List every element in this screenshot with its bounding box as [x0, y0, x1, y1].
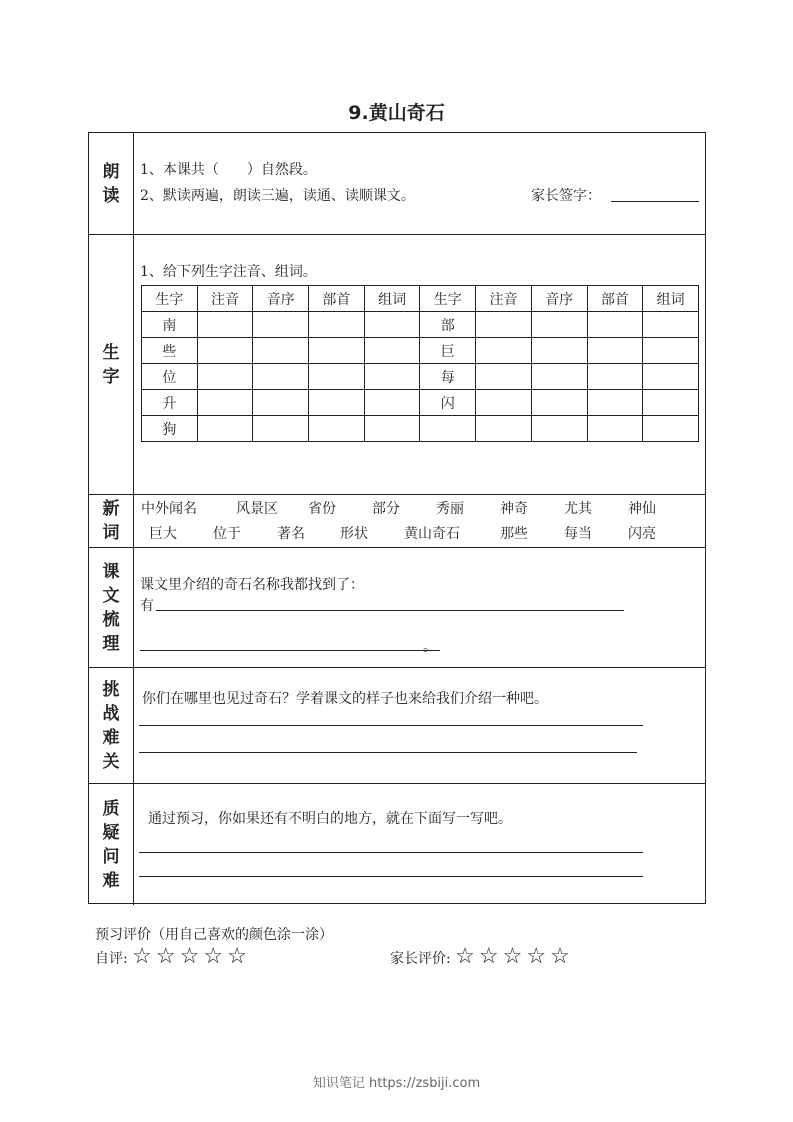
challenge-prompt: 你们在哪里也见过奇石？学着课文的样子也来给我们介绍一种吧。: [142, 691, 548, 707]
answer-cell[interactable]: [531, 364, 587, 390]
text-review-label-char: 梳: [102, 609, 120, 630]
text-review-prefix: 有: [140, 598, 154, 614]
answer-cell[interactable]: [643, 312, 699, 338]
self-evaluation-label: 自评:: [95, 951, 128, 967]
word-item: 部分: [372, 501, 400, 517]
star-icon[interactable]: ☆: [132, 944, 152, 969]
answer-cell[interactable]: [476, 364, 532, 390]
worksheet-table: [88, 132, 706, 904]
answer-cell[interactable]: [587, 364, 643, 390]
answer-cell[interactable]: [364, 338, 420, 364]
text-review-label-char: 文: [102, 585, 120, 606]
text-review-label-char: 理: [102, 633, 120, 654]
char-cell: 些: [142, 338, 198, 364]
header-cell: 生字: [142, 286, 198, 312]
answer-cell[interactable]: [253, 364, 309, 390]
questions-section: [89, 783, 705, 905]
challenge-label-char: 难: [102, 727, 120, 748]
char-cell: 狗: [142, 416, 198, 442]
answer-cell[interactable]: [643, 416, 699, 442]
answer-cell[interactable]: [197, 364, 253, 390]
answer-cell[interactable]: [309, 390, 365, 416]
answer-cell[interactable]: [364, 390, 420, 416]
word-item: 形状: [340, 526, 368, 542]
word-item: 巨大: [149, 526, 177, 542]
parent-evaluation-label: 家长评价:: [390, 951, 451, 967]
word-item: 神奇: [500, 501, 528, 517]
header-cell: 组词: [643, 286, 699, 312]
answer-line[interactable]: [156, 610, 624, 611]
answer-cell[interactable]: [643, 364, 699, 390]
new-words-label: [89, 495, 134, 547]
new-words-section: [89, 494, 705, 547]
word-item: 风景区: [236, 501, 278, 517]
star-icon[interactable]: ☆: [526, 944, 547, 969]
characters-header-row: [142, 286, 699, 312]
char-cell: 每: [420, 364, 476, 390]
challenge-label: [89, 668, 134, 783]
reading-label-char: 读: [102, 185, 120, 206]
answer-cell[interactable]: [531, 390, 587, 416]
answer-cell[interactable]: [364, 364, 420, 390]
word-item: 著名: [277, 526, 305, 542]
page-title: 9.黄山奇石: [348, 102, 445, 124]
star-icon[interactable]: ☆: [155, 944, 176, 969]
char-cell: [420, 416, 476, 442]
char-cell: 升: [142, 390, 198, 416]
text-review-section: [89, 547, 705, 667]
evaluation-heading: 预习评价（用自己喜欢的颜色涂一涂）: [95, 927, 333, 943]
answer-cell[interactable]: [587, 416, 643, 442]
parent-signature-label: 家长签字：: [531, 188, 601, 204]
answer-cell[interactable]: [309, 416, 365, 442]
characters-grid: [141, 285, 699, 442]
word-item: 省份: [308, 501, 336, 517]
star-icon[interactable]: ☆: [550, 944, 570, 969]
header-cell: 部首: [309, 286, 365, 312]
challenge-label-char: 关: [102, 751, 120, 772]
questions-label: [89, 784, 134, 905]
star-icon[interactable]: ☆: [455, 944, 475, 969]
answer-cell[interactable]: [309, 338, 365, 364]
questions-label-char: 问: [102, 846, 120, 867]
answer-cell[interactable]: [253, 390, 309, 416]
answer-cell[interactable]: [476, 312, 532, 338]
text-review-prompt: 课文里介绍的奇石名称我都找到了：: [140, 577, 364, 593]
answer-cell[interactable]: [476, 338, 532, 364]
word-item: 中外闻名: [141, 501, 197, 517]
answer-cell[interactable]: [476, 416, 532, 442]
reading-section: [89, 133, 705, 234]
answer-cell[interactable]: [531, 416, 587, 442]
answer-cell[interactable]: [309, 312, 365, 338]
answer-line[interactable]: [140, 650, 440, 651]
table-row: [142, 390, 699, 416]
parent-evaluation: [390, 944, 574, 969]
star-icon[interactable]: ☆: [502, 944, 523, 969]
word-item: 每当: [564, 526, 592, 542]
answer-cell[interactable]: [197, 390, 253, 416]
answer-cell[interactable]: [253, 312, 309, 338]
header-cell: 组词: [364, 286, 420, 312]
word-item: 那些: [500, 526, 528, 542]
answer-cell[interactable]: [197, 312, 253, 338]
star-icon[interactable]: ☆: [179, 944, 200, 969]
answer-cell[interactable]: [197, 338, 253, 364]
answer-line[interactable]: [139, 725, 643, 726]
header-cell: 音序: [253, 286, 309, 312]
star-icon[interactable]: ☆: [203, 944, 224, 969]
word-item: 黄山奇石: [404, 526, 460, 542]
star-icon[interactable]: ☆: [227, 944, 247, 969]
challenge-label-char: 战: [102, 703, 120, 724]
answer-cell[interactable]: [643, 390, 699, 416]
characters-instruction: 1、给下列生字注音、组词。: [140, 264, 317, 280]
header-cell: 注音: [197, 286, 253, 312]
challenge-label-char: 挑: [102, 679, 120, 700]
parent-signature-field[interactable]: [611, 201, 699, 202]
table-row: [142, 338, 699, 364]
answer-line[interactable]: [139, 876, 643, 877]
word-item: 尤其: [564, 501, 592, 517]
questions-label-char: 疑: [102, 822, 120, 843]
answer-cell[interactable]: [253, 338, 309, 364]
characters-label-char: 字: [102, 366, 120, 387]
watermark: 知识笔记 https://zsbiji.com: [312, 1076, 481, 1091]
star-icon[interactable]: ☆: [478, 944, 499, 969]
new-words-label-char: 新: [102, 499, 120, 519]
answer-cell[interactable]: [531, 338, 587, 364]
answer-line[interactable]: [139, 852, 643, 853]
answer-cell[interactable]: [643, 338, 699, 364]
new-words-label-char: 词: [102, 523, 120, 543]
answer-cell[interactable]: [587, 338, 643, 364]
char-cell: 位: [142, 364, 198, 390]
answer-cell[interactable]: [476, 390, 532, 416]
char-cell: 巨: [420, 338, 476, 364]
answer-cell[interactable]: [364, 416, 420, 442]
questions-label-char: 难: [102, 870, 120, 891]
answer-cell[interactable]: [197, 416, 253, 442]
text-review-label: [89, 548, 134, 667]
characters-section: [89, 234, 705, 494]
answer-cell[interactable]: [587, 312, 643, 338]
characters-label: [89, 235, 134, 494]
table-row: [142, 312, 699, 338]
char-cell: 南: [142, 312, 198, 338]
char-cell: 部: [420, 312, 476, 338]
text-review-period: 。: [423, 639, 437, 655]
header-cell: 生字: [420, 286, 476, 312]
questions-label-char: 质: [102, 798, 120, 819]
answer-cell[interactable]: [253, 416, 309, 442]
answer-cell[interactable]: [587, 390, 643, 416]
reading-line-2: 2、默读两遍，朗读三遍，读通、读顺课文。: [140, 188, 415, 204]
word-item: 秀丽: [436, 501, 464, 517]
challenge-section: [89, 667, 705, 783]
answer-line[interactable]: [139, 752, 637, 753]
header-cell: 注音: [476, 286, 532, 312]
table-row: [142, 416, 699, 442]
self-evaluation: [95, 944, 251, 969]
reading-line-1: 1、本课共（ ）自然段。: [140, 162, 317, 178]
questions-prompt: 通过预习，你如果还有不明白的地方，就在下面写一写吧。: [148, 811, 512, 827]
word-item: 神仙: [628, 501, 656, 517]
word-item: 闪亮: [628, 526, 656, 542]
table-row: [142, 364, 699, 390]
characters-label-char: 生: [102, 342, 120, 363]
reading-label: [89, 133, 134, 234]
answer-cell[interactable]: [364, 312, 420, 338]
char-cell: 闪: [420, 390, 476, 416]
word-item: 位于: [213, 526, 241, 542]
header-cell: 部首: [587, 286, 643, 312]
text-review-label-char: 课: [102, 561, 120, 582]
header-cell: 音序: [531, 286, 587, 312]
reading-label-char: 朗: [102, 161, 120, 182]
answer-cell[interactable]: [309, 364, 365, 390]
answer-cell[interactable]: [531, 312, 587, 338]
